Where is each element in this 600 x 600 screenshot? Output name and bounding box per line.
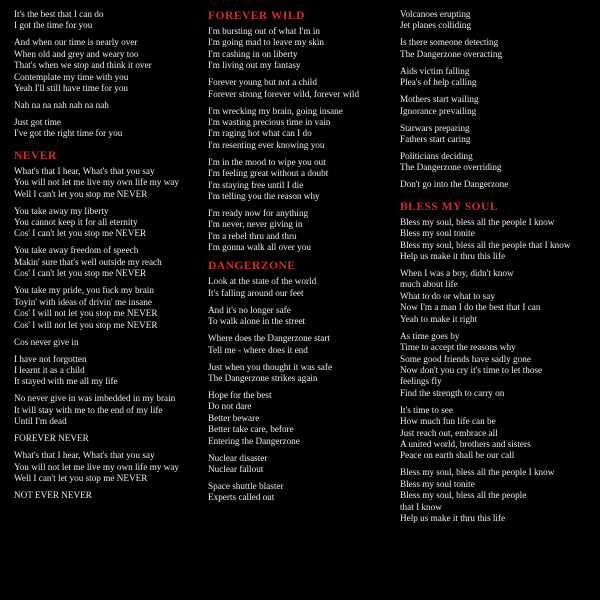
- lyric-line: I learnt it as a child: [14, 364, 85, 375]
- lyric-line: Cos' I can't let you stop me NEVER: [14, 268, 147, 279]
- lyric-line: When I was a boy, didn't know: [400, 268, 514, 279]
- lyric-line: Bless my soul tonite: [400, 228, 475, 239]
- lyric-line: I'm staying free until I die: [208, 179, 304, 190]
- lyric-line: Hope for the best: [208, 389, 272, 400]
- lyric-line: much about life: [400, 279, 458, 290]
- lyric-line: Cos' I will not let you stop me NEVER: [14, 319, 158, 330]
- lyric-line: Find the strength to carry on: [400, 387, 505, 398]
- lyric-line: And it's no longer safe: [208, 304, 291, 315]
- lyrics-column-right: [400, 9, 596, 524]
- lyric-line: It's the best that I can do: [14, 9, 104, 19]
- lyric-line: Nuclear disaster: [208, 452, 268, 463]
- lyric-line: What to do or what to say: [400, 290, 495, 301]
- lyric-line: I got the time for you: [14, 20, 93, 31]
- lyric-line: I'm a rebel thru and thru: [208, 230, 297, 241]
- lyric-line: Help us make it thru this life: [400, 251, 506, 262]
- lyric-line: You will not let me live my own life my way: [14, 461, 179, 472]
- lyric-line: You cannot keep it for all eternity: [14, 217, 138, 228]
- lyric-line: To walk alone in the street: [208, 316, 306, 327]
- lyric-line: I've got the right time for you: [14, 128, 123, 139]
- lyric-line: Bless my soul, bless all the people that I know: [400, 239, 571, 250]
- lyric-line: Aids victim falling: [400, 65, 470, 76]
- lyric-line: You take my pride, you fuck my brain: [14, 285, 154, 296]
- lyric-line: I'm in the mood to wipe you out: [208, 156, 326, 167]
- lyric-line: feelings fly: [400, 376, 442, 387]
- lyric-line: Yeah to make it right: [400, 313, 478, 324]
- lyric-line: Bless my soul, bless all the people: [400, 490, 527, 501]
- lyric-line: I'm wrecking my brain, going insane: [208, 105, 343, 116]
- lyric-line: Do not dare: [208, 401, 252, 412]
- lyric-line: Is there someone detecting: [400, 37, 499, 48]
- lyric-line: I'm going mad to leave my skin: [208, 37, 324, 48]
- lyric-line: that I know: [400, 501, 442, 512]
- lyric-line: It stayed with me all my life: [14, 376, 118, 387]
- lyric-line: Space shuttle blaster: [208, 480, 284, 491]
- lyric-line: It's falling around our feet: [208, 287, 304, 298]
- lyric-line: Plea's of help calling: [400, 77, 477, 88]
- lyric-line: I'm telling you the reason why: [208, 191, 320, 202]
- lyric-line: Well I can't let you stop me NEVER: [14, 188, 148, 199]
- lyric-line: Better beware: [208, 412, 260, 423]
- lyric-line: Bless my soul, bless all the people I know: [400, 467, 555, 478]
- lyric-line: Forever young but not a child: [208, 77, 317, 88]
- lyric-line: You take away freedom of speech: [14, 245, 139, 256]
- lyric-line: Tell me - where does it end: [208, 344, 308, 355]
- song-title-never: NEVER: [14, 149, 57, 162]
- lyric-line: FOREVER NEVER: [14, 433, 89, 444]
- lyric-line: Help us make it thru this life: [400, 512, 506, 523]
- lyric-line: Time to accept the reasons why: [400, 342, 516, 353]
- lyric-line: Well I can't let you stop me NEVER: [14, 472, 148, 483]
- lyric-line: Makin' sure that's well outside my reach: [14, 256, 162, 267]
- lyric-line: Until I'm dead: [14, 416, 67, 427]
- lyric-line: The Dangerzone strikes again: [208, 372, 318, 383]
- lyric-line: Politicians deciding: [400, 151, 473, 162]
- lyric-line: Nah na na nah nah na nah: [14, 100, 109, 111]
- song-title-bless-my-soul: BLESS MY SOUL: [400, 200, 499, 213]
- lyric-line: As time goes by: [400, 330, 460, 341]
- lyric-line: It's time to see: [400, 404, 453, 415]
- lyric-line: And when our time is nearly over: [14, 37, 138, 48]
- lyric-line: What's that I hear, What's that you say: [14, 450, 155, 461]
- lyric-line: Don't go into the Dangerzone: [400, 179, 509, 190]
- lyric-line: Now I'm a man I do the best that I can: [400, 302, 541, 313]
- lyric-line: That's when we stop and think it over: [14, 60, 152, 71]
- lyric-line: A united world, brothers and sisters: [400, 438, 531, 449]
- lyric-line: I'm gonna walk all over you: [208, 242, 311, 253]
- lyric-line: Toyin' with ideas of drivin' me insane: [14, 296, 152, 307]
- lyric-line: I'm never, never giving in: [208, 219, 303, 230]
- lyric-line: Bless my soul, bless all the people I know: [400, 216, 555, 227]
- lyric-line: Just got time: [14, 117, 61, 128]
- lyric-line: You take away my liberty: [14, 205, 109, 216]
- lyric-line: I'm bursting out of what I'm in: [208, 26, 321, 36]
- lyric-line: It will stay with me to the end of my life: [14, 404, 163, 415]
- stanza-break: [400, 191, 596, 200]
- lyric-line: I'm wasting precious time in vain: [208, 117, 331, 128]
- lyric-line: No never give in was imbedded in my brain: [14, 393, 176, 404]
- lyric-line: Now don't you cry it's time to let those: [400, 364, 543, 375]
- lyric-line: You will not let me live my own life my way: [14, 177, 179, 188]
- song-title-dangerzone: DANGERZONE: [208, 260, 296, 273]
- lyrics-column-left: [14, 9, 200, 501]
- lyric-line: Bless my soul tonite: [400, 478, 475, 489]
- lyric-line: Jet planes colliding: [400, 20, 471, 31]
- lyric-line: Cos' I can't let you stop me NEVER: [14, 228, 147, 239]
- lyric-line: Cos' I will not let you stop me NEVER: [14, 308, 158, 319]
- lyric-line: Better take care, before: [208, 424, 294, 435]
- lyric-line: When old and grey and weary too: [14, 48, 139, 59]
- song-title-forever-wild: FOREVER WILD: [208, 10, 305, 22]
- lyric-line: Look at the state of the world: [208, 276, 317, 287]
- lyric-line: How much fun life can be: [400, 416, 496, 427]
- stanza-break: [14, 140, 200, 149]
- lyric-line: I'm ready now for anything: [208, 208, 309, 219]
- lyrics-column-middle: [208, 9, 394, 504]
- lyric-line: NOT EVER NEVER: [14, 489, 92, 500]
- lyric-line: Fathers start caring: [400, 134, 471, 145]
- lyric-line: Nuclear fallout: [208, 463, 264, 474]
- lyric-line: What's that I hear, What's that you say: [14, 165, 155, 176]
- lyric-line: I'm cashing in on liberty: [208, 48, 298, 59]
- lyric-line: I have not forgotten: [14, 353, 87, 364]
- lyric-line: Where does the Dangerzone start: [208, 333, 330, 344]
- lyric-line: Cos never give in: [14, 336, 79, 347]
- lyric-line: Forever strong forever wild, forever wild: [208, 88, 360, 99]
- lyric-line: Experts called out: [208, 492, 275, 503]
- lyric-line: I'm raging hot what can I do: [208, 128, 312, 139]
- lyric-line: I'm resenting ever knowing you: [208, 139, 325, 150]
- lyric-line: Ignorance prevailing: [400, 105, 477, 116]
- lyric-line: Mothers start wailing: [400, 94, 479, 105]
- lyric-line: Just when you thought it was safe: [208, 361, 333, 372]
- lyric-line: I'm feeling great without a doubt: [208, 168, 329, 179]
- lyric-line: I'm living out my fantasy: [208, 60, 301, 71]
- lyric-line: The Dangerzone overacting: [400, 48, 503, 59]
- lyric-line: Volcanoes erupting: [400, 9, 471, 19]
- lyric-line: The Dangerzone overriding: [400, 162, 502, 173]
- lyric-line: Peace on earth shall be our call: [400, 450, 515, 461]
- lyric-line: Entering the Dangerzone: [208, 435, 300, 446]
- lyric-line: Some good friends have sadly gone: [400, 353, 531, 364]
- lyric-line: Just reach out, embrace all: [400, 427, 498, 438]
- lyric-line: Starwars preparing: [400, 122, 470, 133]
- lyric-line: Contemplate my time with you: [14, 71, 129, 82]
- lyric-line: Yeah I'll still have time for you: [14, 83, 129, 94]
